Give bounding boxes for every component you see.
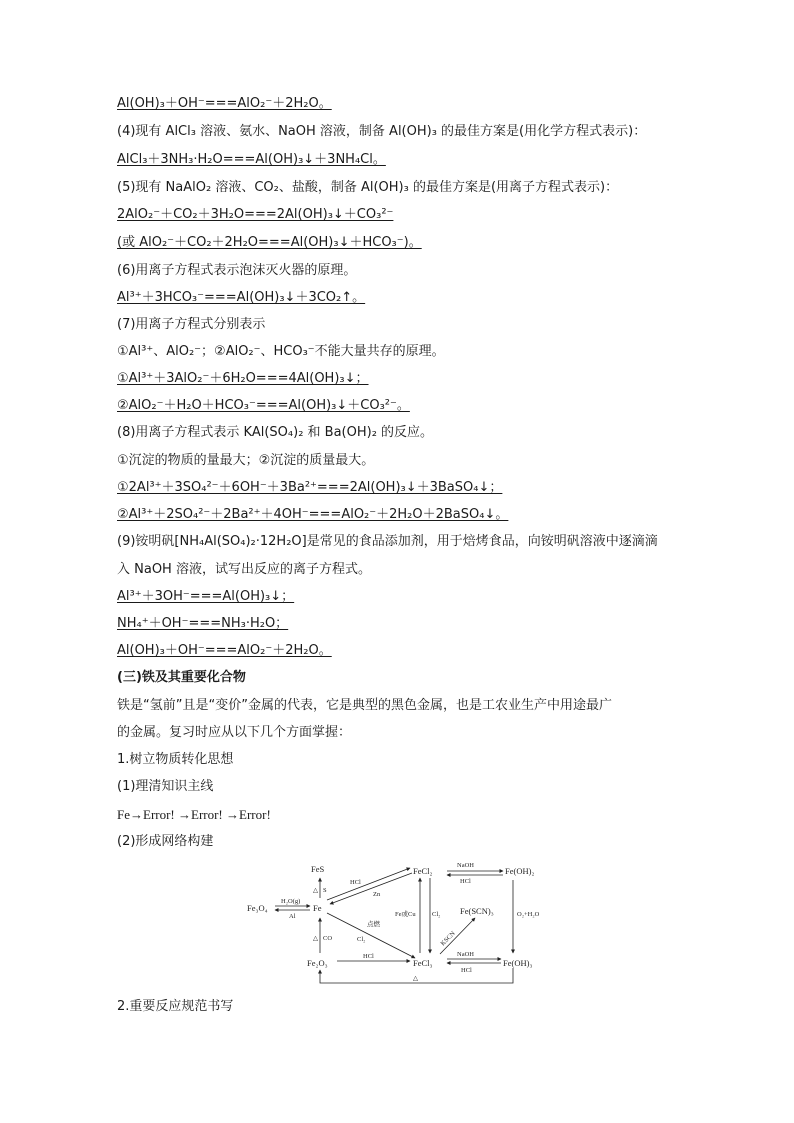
arrow-fe-fecl3 [327,913,415,958]
label-s: S [323,887,327,894]
node-fe2o3: Fe₂O₃ [307,958,328,968]
paragraph-iron-2: 的金属。复习时应从以下几个方面掌握： [117,725,352,740]
knowledge-chain: Fe→Error! →Error! →Error! [117,807,271,822]
label-co: CO [323,935,333,942]
subheading-1-1: (1)理清知识主线 [117,779,214,794]
answer-9c: Al(OH)₃＋OH⁻===AlO₂⁻＋2H₂O。 [117,643,332,658]
answer-5b: (或 AlO₂⁻＋CO₂＋2H₂O===Al(OH)₃↓＋HCO₃⁻)。 [117,235,422,250]
label-al: Al [289,913,296,920]
section-heading-iron: (三)铁及其重要化合物 [117,670,246,685]
arrow-fe-fecl2 [327,868,410,900]
answer-4: AlCl₃＋3NH₃·H₂O===Al(OH)₃↓＋3NH₄Cl。 [117,152,386,167]
node-fecl3: FeCl₃ [413,958,433,968]
answer-6: Al³⁺＋3HCO₃⁻===Al(OH)₃↓＋3CO₂↑。 [117,290,366,305]
question-8-detail: ①沉淀的物质的量最大；②沉淀的质量最大。 [117,453,375,468]
label-delta-s: △ [313,887,318,894]
answer-8b: ②Al³⁺＋2SO₄²⁻＋2Ba²⁺＋4OH⁻===AlO₂⁻＋2H₂O＋2BaSO₄↓。 [117,507,509,522]
label-hcl-bottom: HCl [363,953,374,960]
label-delta-co: △ [313,935,318,942]
node-feoh3: Fe(OH)₃ [503,958,533,968]
node-fescn: Fe(SCN)₃ [460,906,494,916]
label-hcl-top: HCl [350,879,361,886]
subheading-1-2: (2)形成网络构建 [117,834,214,849]
question-9: (9)铵明矾[NH₄Al(SO₄)₂·12H₂O]是常见的食品添加剂，用于焙烤食品，向铵明矾溶液中逐滴滴 [117,534,658,549]
node-fe: Fe [313,903,322,913]
node-fes: FeS [311,864,325,874]
label-cl2-mid: Cl₂ [432,911,441,918]
label-naoh-bottom: NaOH [457,951,474,958]
question-4: (4)现有 AlCl₃ 溶液、氨水、NaOH 溶液，制备 Al(OH)₃ 的最佳方案是(用化学方程式表示)： [117,124,647,139]
arrow-fecl2-fe [330,873,412,904]
question-6: (6)用离子方程式表示泡沫灭火器的原理。 [117,263,357,278]
question-5: (5)现有 NaAlO₂ 溶液、CO₂、盐酸，制备 Al(OH)₃ 的最佳方案是(用离子方程式表示)： [117,180,619,195]
label-kscn: KSCN [439,930,457,948]
label-fe-or-cu: Fe或Cu [395,911,416,918]
node-feoh2: Fe(OH)₂ [505,866,535,876]
question-9-cont: 入 NaOH 溶液，试写出反应的离子方程式。 [117,562,371,577]
question-7-detail: ①Al³⁺、AlO₂⁻；②AlO₂⁻、HCO₃⁻不能大量共存的原理。 [117,344,445,359]
subheading-1: 1.树立物质转化思想 [117,752,234,767]
label-dianran: 点燃 [367,921,380,928]
label-naoh-top: NaOH [457,862,474,869]
question-8: (8)用离子方程式表示 KAl(SO₄)₂ 和 Ba(OH)₂ 的反应。 [117,425,434,440]
answer-7b: ②AlO₂⁻＋H₂O＋HCO₃⁻===Al(OH)₃↓＋CO₃²⁻。 [117,398,410,413]
iron-network-diagram [245,858,550,988]
subheading-2: 2.重要反应规范书写 [117,999,234,1014]
label-cl2-diag: Cl₂ [357,936,366,943]
answer-9a: Al³⁺＋3OH⁻===Al(OH)₃↓； [117,589,295,604]
paragraph-iron-1: 铁是“氢前”且是“变价”金属的代表，它是典型的黑色金属，也是工农业生产中用途最广 [117,698,612,713]
label-h2o-g: H₂O(g) [281,898,301,905]
node-fecl2: FeCl₂ [413,866,433,876]
answer-7a: ①Al³⁺＋3AlO₂⁻＋6H₂O===4Al(OH)₃↓； [117,371,369,386]
equation-line: Al(OH)₃＋OH⁻===AlO₂⁻＋2H₂O。 [117,96,332,111]
label-hcl-right-top: HCl [460,878,471,885]
answer-5a: 2AlO₂⁻＋CO₂＋3H₂O===2Al(OH)₃↓＋CO₃²⁻ [117,207,394,222]
question-7: (7)用离子方程式分别表示 [117,317,266,332]
answer-8a: ①2Al³⁺＋3SO₄²⁻＋6OH⁻＋3Ba²⁺===2Al(OH)₃↓＋3BaSO₄↓； [117,480,503,495]
label-o2-h2o: O₂+H₂O [517,911,540,918]
label-zn: Zn [373,891,381,898]
answer-9b: NH₄⁺＋OH⁻===NH₃·H₂O； [117,616,289,631]
node-fe3o4: Fe₃O₄ [247,903,268,913]
label-hcl-right-bottom: HCl [461,967,472,974]
label-delta-bottom: △ [413,975,418,982]
